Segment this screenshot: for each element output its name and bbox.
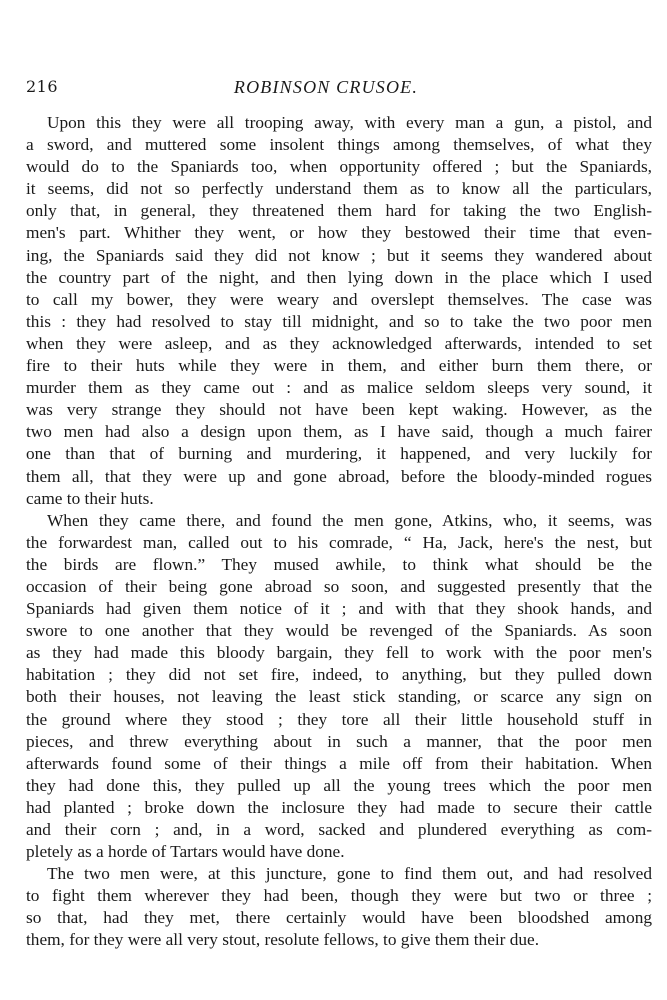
text-line: two men had also a design upon them, as I have said, though a much fairer (26, 422, 652, 442)
text-line: it seems, did not so perfectly understand them as to know all the particulars, (26, 179, 652, 199)
text-line: as they had made this bloody bargain, they fell to work with the poor men's (26, 643, 652, 663)
page-header (26, 77, 626, 99)
text-line: Upon this they were all trooping away, with every man a gun, a pistol, and (47, 113, 652, 132)
text-line: occasion of their being gone abroad so soon, and suggested presently that the (26, 576, 652, 596)
paragraph-1 (26, 112, 652, 510)
text-line: had planted ; broke down the inclosure they had made to secure their cattle (26, 797, 652, 817)
text-line: ing, the Spaniards said they did not know ; but it seems they wandered about (26, 245, 652, 265)
text-line: When they came there, and found the men gone, Atkins, who, it seems, was (47, 510, 652, 530)
text-line: both their houses, not leaving the least stick standing, or scarce any sign on (26, 687, 652, 707)
paragraph-3 (26, 863, 652, 951)
body-text (26, 112, 652, 952)
text-line: murder them as they came out : and as malice seldom sleeps very sound, it (26, 378, 652, 398)
text-line: and their corn ; and, in a word, sacked and plundered everything as com- (26, 820, 652, 839)
text-line: The two men were, at this juncture, gone to find them out, and had resolved (47, 864, 652, 884)
page-number: 216 (26, 77, 59, 96)
text-line: them all, that they were up and gone abroad, before the bloody-minded rogues (26, 466, 652, 486)
text-line: to fight them wherever they had been, though they were but two or three ; (26, 886, 652, 906)
text-line: habitation ; they did not set fire, indeed, to anything, but they pulled down (26, 665, 652, 685)
text-line: swore to one another that they would be revenged of the Spaniards. As soon (26, 621, 652, 641)
paragraph-2 (26, 510, 652, 864)
text-line: would do to the Spaniards too, when opportunity offered ; but the Spaniards, (26, 157, 652, 177)
text-line: to call my bower, they were weary and overslept themselves. The case was (26, 289, 652, 309)
text-line: pletely as a horde of Tartars would have done. (26, 842, 345, 862)
text-line: afterwards found some of their things a mile off from their habitation. When (26, 753, 652, 773)
text-line: so that, had they met, there certainly would have been bloodshed among (26, 908, 652, 928)
text-line: pieces, and threw everything about in such a manner, that the poor men (26, 731, 652, 751)
text-line: the forwardest man, called out to his comrade, “ Ha, Jack, here's the nest, but (26, 532, 652, 552)
text-line: came to their huts. (26, 488, 154, 508)
running-title: ROBINSON CRUSOE. (233, 77, 419, 97)
text-line: one than that of burning and murdering, it happened, and very luckily for (26, 444, 652, 464)
text-line: them, for they were all very stout, resolute fellows, to give them their due. (26, 930, 540, 950)
text-line: they had done this, they pulled up all the young trees which the poor men (26, 775, 652, 795)
text-line: fire to their huts while they were in them, and either burn them there, or (26, 356, 652, 376)
text-line: was very strange they should not have been kept waking. However, as the (26, 400, 652, 420)
text-line: a sword, and muttered some insolent things among themselves, of what they (26, 135, 652, 155)
text-line: only that, in general, they threatened them hard for taking the two English- (26, 201, 652, 221)
text-line: the birds are flown.” They mused awhile, to think what should be the (26, 554, 652, 574)
text-line: men's part. Whither they went, or how they bestowed their time that even- (26, 223, 652, 243)
text-line: this : they had resolved to stay till midnight, and so to take the two poor men (26, 311, 652, 331)
text-line: Spaniards had given them notice of it ; and with that they shook hands, and (26, 599, 652, 619)
text-line: the country part of the night, and then lying down in the place which I used (26, 267, 652, 287)
text-line: when they were asleep, and as they acknowledged afterwards, intended to set (26, 333, 652, 353)
text-line: the ground where they stood ; they tore all their little household stuff in (26, 709, 652, 729)
